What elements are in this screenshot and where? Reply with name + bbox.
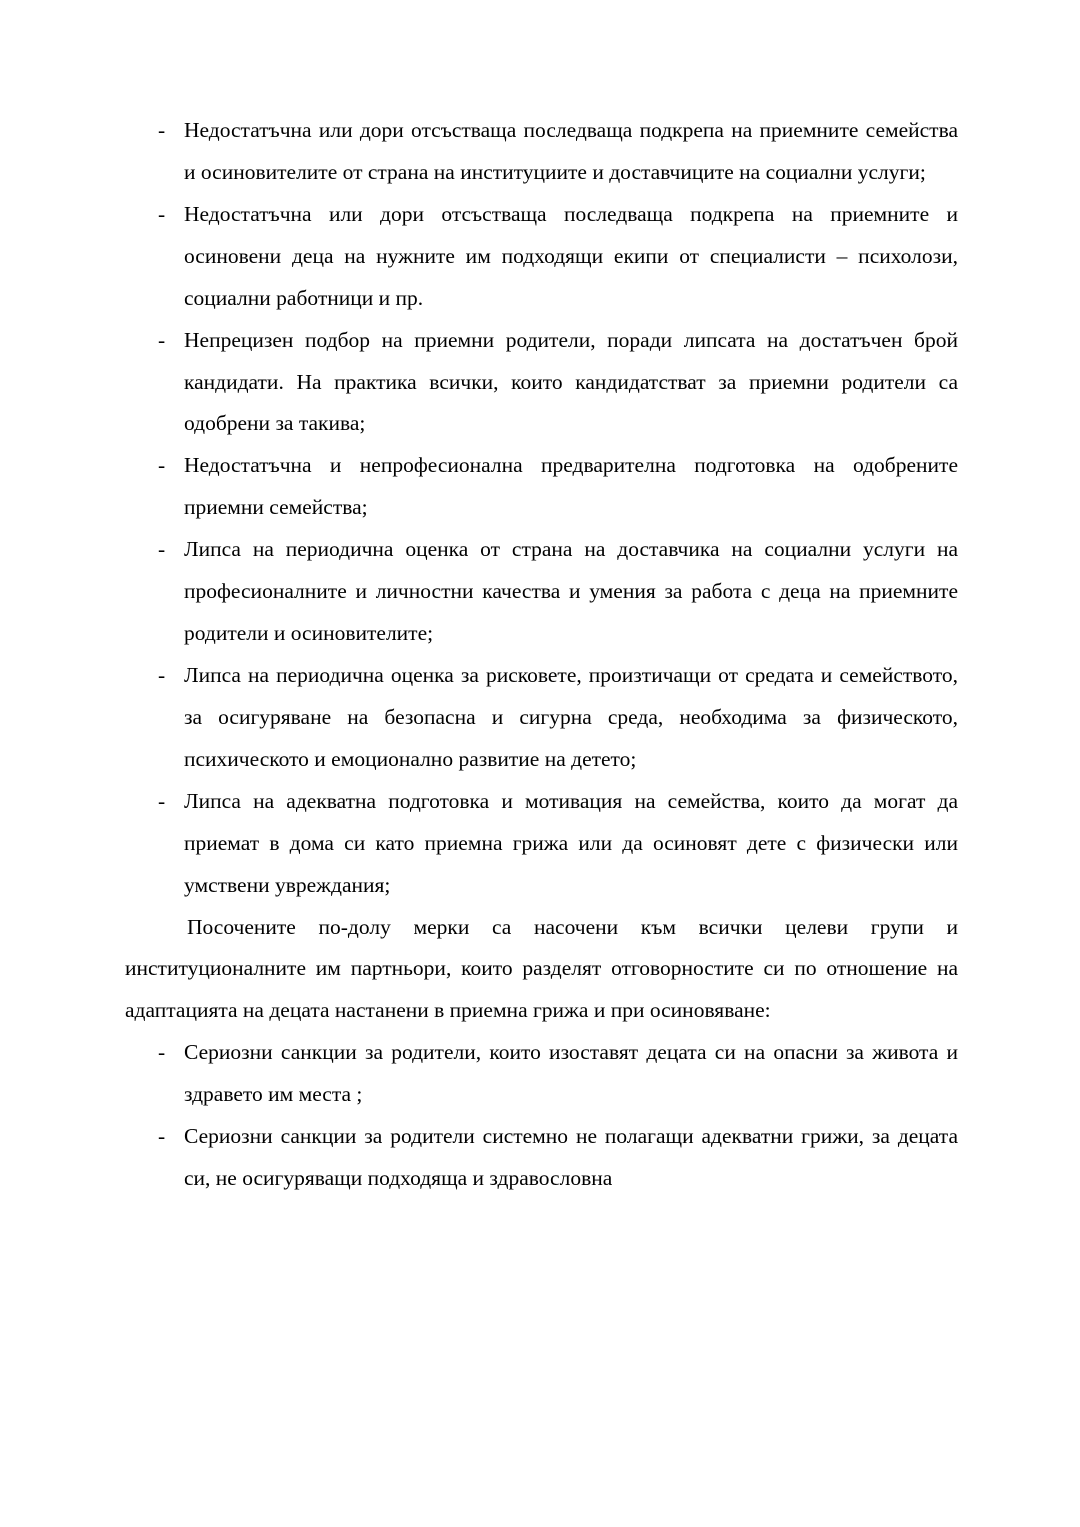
list-item (125, 445, 958, 529)
list-item-text: Сериозни санкции за родители, които изоставят децата си на опасни за живота и здравето им места ; (184, 1040, 958, 1107)
bullet-dash: - (158, 453, 166, 478)
list-item-text: Непрецизен подбор на приемни родители, поради липсата на достатъчен брой кандидати. На практика всички, които кандидатстват за приемни родители са одобрени за такива; (184, 327, 958, 436)
list-item (125, 194, 958, 320)
bullet-dash: - (158, 118, 166, 142)
paragraph-text: Посочените по-долу мерки са насочени към всички целеви групи и институционалните им партньори, които разделят отговорностите си по отношение на адаптацията на децата настанени в приемна грижа и при осиновяване: (125, 914, 958, 1023)
list-item-text: Недостатъчна и непрофесионална предварителна подготовка на одобрените приемни семейства; (184, 453, 958, 520)
list-item (125, 1032, 958, 1116)
bullet-dash: - (158, 537, 166, 562)
list-item-text: Липса на периодична оценка за рисковете, произтичащи от средата и семейството, за осигуряване на безопасна и сигурна среда, необходима за физическото, психическото и емоционално развитие на детето; (184, 662, 958, 771)
bullet-dash: - (158, 1124, 166, 1149)
list-item (125, 655, 958, 781)
bullet-dash: - (158, 788, 166, 813)
list-item (125, 781, 958, 907)
bullet-dash: - (158, 1040, 166, 1065)
list-item (125, 529, 958, 655)
list-item (125, 110, 958, 194)
list-item-text: Липса на периодична оценка от страна на доставчика на социални услуги на професионалните и личностни качества и умения за работа с деца на приемните родители и осиновителите; (184, 537, 958, 646)
list-item-text: Сериозни санкции за родители системно не полагащи адекватни грижи, за децата си, не осигуряващи подходяща и здравословна (184, 1124, 958, 1191)
bullet-dash: - (158, 201, 166, 226)
list-item-text: Недостатъчна или дори отсъстваща последваща подкрепа на приемните и осиновени деца на нужните им подходящи екипи от специалисти – психолози, социални работници и пр. (184, 201, 958, 310)
list-item (125, 1116, 958, 1200)
list-item (125, 320, 958, 446)
intro-paragraph (125, 907, 958, 1033)
measures-list (125, 1032, 958, 1200)
bullet-dash: - (158, 327, 166, 352)
document-body (125, 110, 958, 1200)
list-item-text: Недостатъчна или дори отсъстваща последваща подкрепа на приемните семейства и осиновителите от страна на институциите и доставчиците на социални услуги; (184, 118, 958, 184)
bullet-dash: - (158, 662, 166, 687)
list-item-text: Липса на адекватна подготовка и мотивация на семейства, които да могат да приемат в дома си като приемна грижа или да осиновят дете с физически или умствени увреждания; (184, 788, 958, 897)
problems-list (125, 110, 958, 907)
